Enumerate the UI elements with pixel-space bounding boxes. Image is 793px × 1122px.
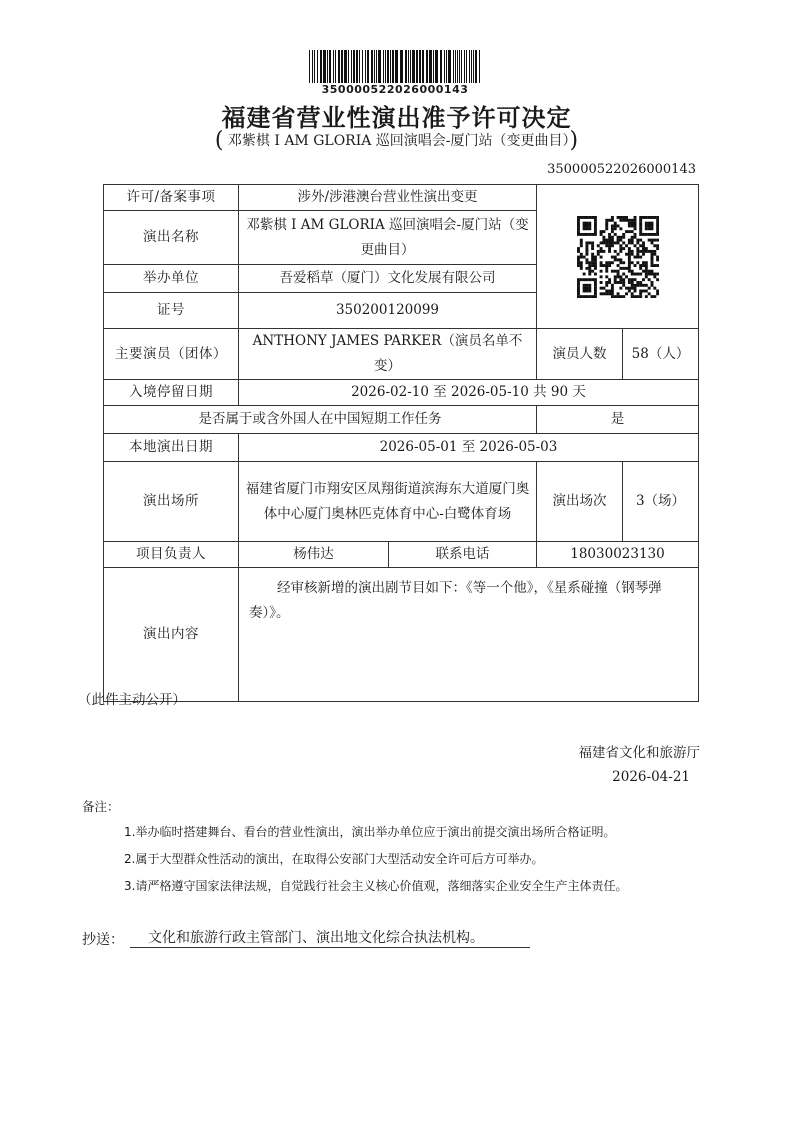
license-value: 350200120099 bbox=[239, 293, 537, 329]
public-disclosure-note: （此件主动公开） bbox=[78, 692, 186, 708]
performers-value: ANTHONY JAMES PARKER（演员名单不变） bbox=[239, 329, 537, 380]
note-item: 2.属于大型群众性活动的演出，在取得公安部门大型活动安全许可后方可举办。 bbox=[124, 852, 544, 866]
barcode-number: 350000522026000143 bbox=[321, 83, 469, 96]
permit-table bbox=[103, 184, 699, 702]
table-row bbox=[104, 329, 699, 380]
manager-label: 项目负责人 bbox=[104, 542, 239, 568]
show-name-value: 邓紫棋 I AM GLORIA 巡回演唱会-厦门站（变更曲目） bbox=[239, 211, 537, 265]
license-label: 证号 bbox=[104, 293, 239, 329]
short-term-work-value: 是 bbox=[537, 406, 699, 434]
content-value bbox=[239, 568, 699, 702]
qr-code-icon bbox=[577, 216, 659, 298]
document-title: 福建省营业性演出准予许可决定 bbox=[221, 104, 572, 132]
document-subtitle: ( 邓紫棋 I AM GLORIA 巡回演唱会-厦门站（变更曲目）) bbox=[214, 128, 579, 153]
local-dates-value: 2026-05-01 至 2026-05-03 bbox=[239, 434, 699, 462]
permit-type-value: 涉外/涉港澳台营业性演出变更 bbox=[239, 185, 537, 211]
table-row bbox=[104, 185, 699, 211]
permit-type-label: 许可/备案事项 bbox=[104, 185, 239, 211]
subtitle-text: 邓紫棋 I AM GLORIA 巡回演唱会-厦门站（变更曲目） bbox=[227, 133, 570, 149]
table-row bbox=[104, 380, 699, 406]
table-row bbox=[104, 542, 699, 568]
copy-to-value: 文化和旅游行政主管部门、演出地文化综合执法机构。 bbox=[130, 929, 530, 948]
table-row bbox=[104, 434, 699, 462]
table-row bbox=[104, 462, 699, 542]
notes-label: 备注： bbox=[82, 799, 120, 814]
document-number: 350000522026000143 bbox=[547, 162, 696, 177]
organizer-label: 举办单位 bbox=[104, 265, 239, 293]
entry-stay-label: 入境停留日期 bbox=[104, 380, 239, 406]
performer-count-value: 58（人） bbox=[623, 329, 699, 380]
qr-code-cell bbox=[537, 185, 699, 329]
venue-label: 演出场所 bbox=[104, 462, 239, 542]
entry-stay-value: 2026-02-10 至 2026-05-10 共 90 天 bbox=[239, 380, 699, 406]
short-term-work-label: 是否属于或含外国人在中国短期工作任务 bbox=[104, 406, 537, 434]
organizer-value: 吾爱稻草（厦门）文化发展有限公司 bbox=[239, 265, 537, 293]
note-item: 1.举办临时搭建舞台、看台的营业性演出，演出举办单位应于演出前提交演出场所合格证明。 bbox=[124, 825, 616, 839]
manager-value: 杨伟达 bbox=[239, 542, 389, 568]
note-item: 3.请严格遵守国家法律法规，自觉践行社会主义核心价值观，落细落实企业安全生产主体责任。 bbox=[124, 879, 628, 893]
content-text: 经审核新增的演出剧节目如下：《等一个他》，《星系碰撞（钢琴弹奏）》。 bbox=[249, 580, 662, 621]
show-name-label: 演出名称 bbox=[104, 211, 239, 265]
phone-label: 联系电话 bbox=[389, 542, 537, 568]
local-dates-label: 本地演出日期 bbox=[104, 434, 239, 462]
sessions-label: 演出场次 bbox=[537, 462, 623, 542]
table-row bbox=[104, 406, 699, 434]
barcode-icon bbox=[307, 50, 483, 83]
table-row bbox=[104, 568, 699, 702]
issuing-authority: 福建省文化和旅游厅 bbox=[578, 745, 700, 761]
performers-label: 主要演员（团体） bbox=[104, 329, 239, 380]
sessions-value: 3（场） bbox=[623, 462, 699, 542]
phone-value: 18030023130 bbox=[537, 542, 699, 568]
copy-to-label: 抄送： bbox=[82, 932, 124, 948]
content-label: 演出内容 bbox=[104, 568, 239, 702]
performer-count-label: 演员人数 bbox=[537, 329, 623, 380]
venue-value: 福建省厦门市翔安区凤翔街道滨海东大道厦门奥体中心厦门奥林匹克体育中心-白鹭体育场 bbox=[239, 462, 537, 542]
issue-date: 2026-04-21 bbox=[612, 769, 690, 785]
